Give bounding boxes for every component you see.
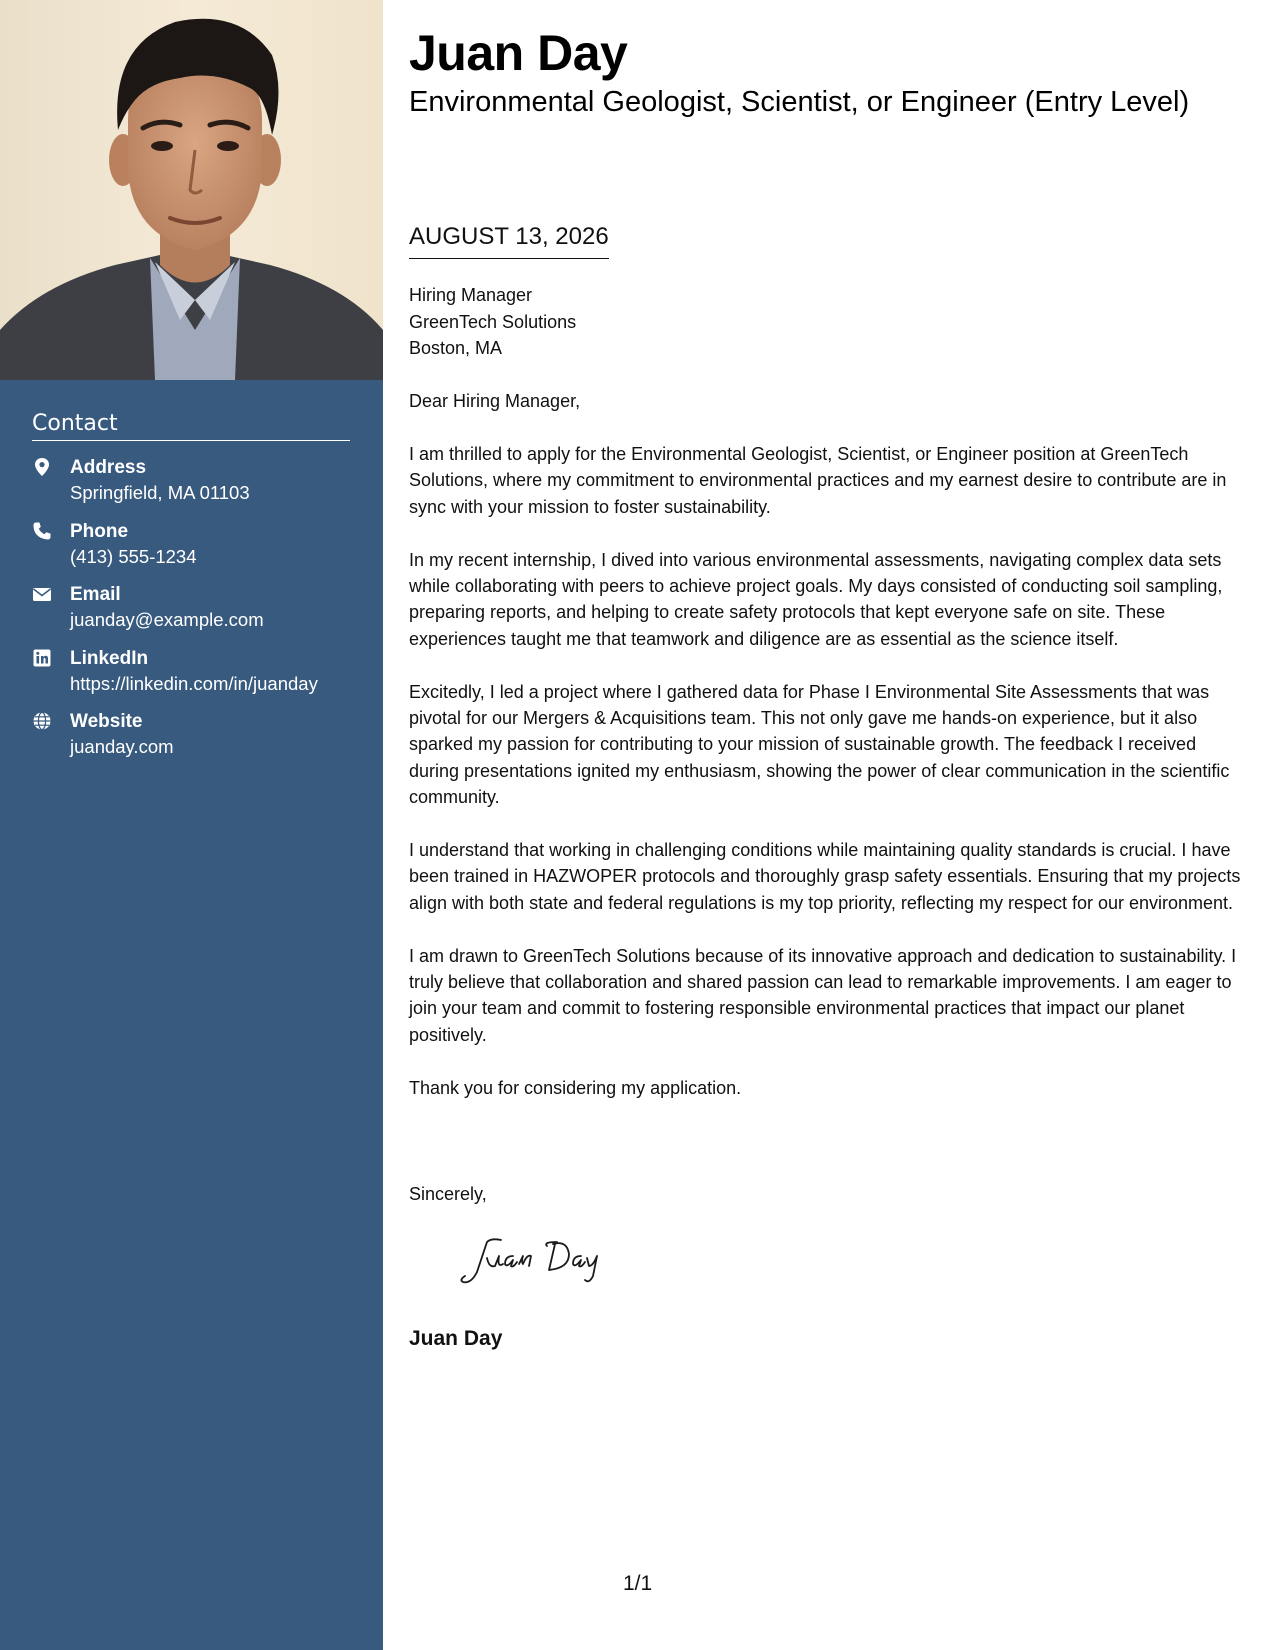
recipient-block <box>409 282 576 362</box>
job-title: Environmental Geologist, Scientist, or Engineer (Entry Level) <box>409 86 1190 118</box>
contact-value: Springfield, MA 01103 <box>70 482 250 503</box>
body-paragraph: I am drawn to GreenTech Solutions because of its innovative approach and dedication to sustainability. I truly believe that collaboration and shared passion can lead to remarkable improvements. I am eager to join your team and commit to fostering responsible environmental practices that impact our planet positively. <box>409 945 1237 1045</box>
map-pin-icon <box>32 457 52 477</box>
letter-date: AUGUST 13, 2026 <box>409 222 609 259</box>
body-paragraph: I am thrilled to apply for the Environmental Geologist, Scientist, or Engineer position at GreenTech Solutions, where my commitment to environmental practices and my earnest desire to contribute are in sync with your mission to foster sustainability. <box>409 444 1227 517</box>
contact-label: Phone <box>70 520 129 542</box>
recipient-line: Hiring Manager <box>409 285 533 305</box>
contact-label: LinkedIn <box>70 647 149 669</box>
body-paragraph: Excitedly, I led a project where I gathered data for Phase I Environmental Site Assessments that was pivotal for our Mergers & Acquisitions team. This not only gave me hands-on experience, but it also sparked my passion for contributing to your mission of sustainable growth. The feedback I received during presentations ignited my enthusiasm, showing the power of clear communication in the scientific community. <box>409 681 1230 808</box>
phone-icon <box>32 521 52 541</box>
contact-value[interactable]: https://linkedin.com/in/juanday <box>70 672 318 694</box>
contact-label: Email <box>70 584 121 605</box>
page-number: 1/1 <box>623 1572 653 1595</box>
contact-email <box>32 583 362 647</box>
profile-photo <box>0 0 383 380</box>
applicant-name: Juan Day <box>409 25 628 81</box>
contact-label: Address <box>70 457 147 478</box>
salutation: Dear Hiring Manager, <box>409 391 581 411</box>
body-paragraph: I understand that working in challenging conditions while maintaining quality standards is crucial. I have been trained in HAZWOPER protocols and thoroughly grasp safety essentials. Ensuring that my projects align with both state and federal regulations is my top priority, reflecting my respect for our environment. <box>409 840 1241 913</box>
contact-address <box>32 456 362 520</box>
contact-value: juanday@example.com <box>70 609 264 630</box>
signer-name: Juan Day <box>409 1327 503 1350</box>
recipient-line: GreenTech Solutions <box>409 311 577 332</box>
contact-value: (413) 555-1234 <box>70 545 197 567</box>
contact-phone <box>32 520 362 584</box>
linkedin-icon <box>32 648 52 668</box>
letter-body <box>409 441 1249 1127</box>
contact-linkedin <box>32 647 362 711</box>
envelope-icon <box>32 584 52 604</box>
body-paragraph: In my recent internship, I dived into various environmental assessments, navigating complex data sets while collaborating with peers to achieve project goals. My days consisted of conducting soil sampling, preparing reports, and helping to create safety protocols that kept everyone safe on site. These experiences taught me that teamwork and diligence are as essential as the science itself. <box>409 549 1223 649</box>
recipient-line: Boston, MA <box>409 338 503 358</box>
contact-heading: Contact <box>32 412 350 441</box>
body-paragraph: Thank you for considering my application. <box>409 1077 742 1098</box>
closing: Sincerely, <box>409 1184 487 1204</box>
contact-website <box>32 710 362 774</box>
signature-image <box>457 1236 627 1286</box>
sidebar <box>0 0 383 1650</box>
contact-value[interactable]: juanday.com <box>70 736 174 757</box>
globe-icon <box>32 711 52 731</box>
contact-list <box>32 456 362 774</box>
contact-label: Website <box>70 711 143 732</box>
